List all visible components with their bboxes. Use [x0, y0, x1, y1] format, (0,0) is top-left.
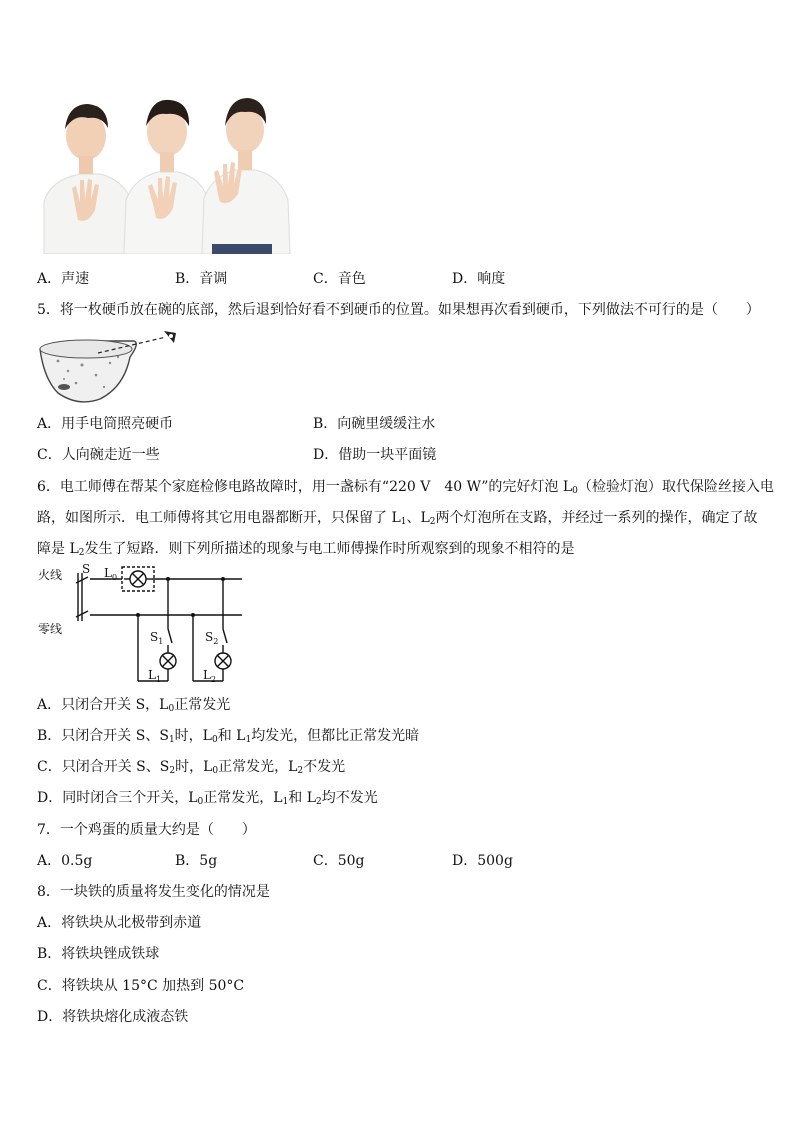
- q8-option-c[interactable]: C．将铁块从 15°C 加热到 50°C: [37, 978, 245, 994]
- q5-option-b[interactable]: B．向碗里缓缓注水: [313, 416, 436, 432]
- q4-option-d[interactable]: D．响度: [452, 271, 506, 287]
- q5-stem: 5．将一枚硬币放在碗的底部，然后退到恰好看不到硬币的位置。如果想再次看到硬币，下列做法不可行的是（ ）: [37, 302, 760, 318]
- bowl-with-eye-diagram: [38, 327, 180, 407]
- coin-icon: [58, 384, 70, 390]
- switch-s1-label: $S_1$: [150, 630, 164, 646]
- q7-option-a[interactable]: A．0.5g: [37, 853, 93, 869]
- lamp-l1-label: $L_1$: [148, 668, 162, 684]
- switch-s2-label: $S_2$: [205, 630, 219, 646]
- neutral-wire-label: 零线: [38, 622, 63, 636]
- q6-option-a[interactable]: A．只闭合开关 S，$L_0$正常发光: [37, 697, 231, 714]
- switch-s-label: S: [82, 563, 91, 576]
- q4-option-c[interactable]: C．音色: [313, 271, 366, 287]
- q6-stem-line-2: 路，如图所示．电工师傅将其它用电器都断开，只保留了 $L_1$、$L_2$两个灯泡所在支路，并经过一系列的操作，确定了故: [37, 510, 758, 527]
- live-wire-label: 火线: [38, 568, 63, 582]
- q8-option-d[interactable]: D．将铁块熔化成液态铁: [37, 1009, 189, 1025]
- three-people-photo: [42, 84, 296, 254]
- lamp-l0-label: $L_0$: [104, 566, 118, 582]
- q6-option-c[interactable]: C．只闭合开关 S、$S_2$时，$L_0$正常发光，$L_2$不发光: [37, 759, 346, 776]
- q7-option-c[interactable]: C．50g: [313, 853, 365, 869]
- lamp-l2-label: $L_2$: [203, 668, 217, 684]
- q4-option-a[interactable]: A．声速: [37, 271, 90, 287]
- q8-stem: 8．一块铁的质量将发生变化的情况是: [37, 884, 270, 900]
- q7-option-d[interactable]: D．500g: [452, 853, 513, 869]
- q8-option-a[interactable]: A．将铁块从北极带到赤道: [37, 915, 202, 931]
- q6-option-d[interactable]: D．同时闭合三个开关，$L_0$正常发光，$L_1$和 $L_2$均不发光: [37, 790, 378, 807]
- q7-stem: 7．一个鸡蛋的质量大约是（ ）: [37, 822, 256, 838]
- q5-option-a[interactable]: A．用手电筒照亮硬币: [37, 416, 174, 432]
- q7-option-b[interactable]: B．5g: [175, 853, 218, 869]
- circuit-diagram: [38, 563, 248, 688]
- q5-option-c[interactable]: C．人向碗走近一些: [37, 447, 160, 463]
- q8-option-b[interactable]: B．将铁块锉成铁球: [37, 946, 160, 962]
- q5-option-d[interactable]: D．借助一块平面镜: [313, 447, 437, 463]
- q6-stem-line-1: 6．电工师傅在帮某个家庭检修电路故障时，用一盏标有“220 V 40 W”的完好灯泡 $L_0$（检验灯泡）取代保险丝接入电: [37, 479, 774, 496]
- q4-option-b[interactable]: B．音调: [175, 271, 228, 287]
- q6-stem-line-3: 障是 $L_2$发生了短路．则下列所描述的现象与电工师傅操作时所观察到的现象不相符的是: [37, 541, 575, 558]
- q6-option-b[interactable]: B．只闭合开关 S、$S_1$时，$L_0$和 $L_1$均发光，但都比正常发光暗: [37, 728, 420, 745]
